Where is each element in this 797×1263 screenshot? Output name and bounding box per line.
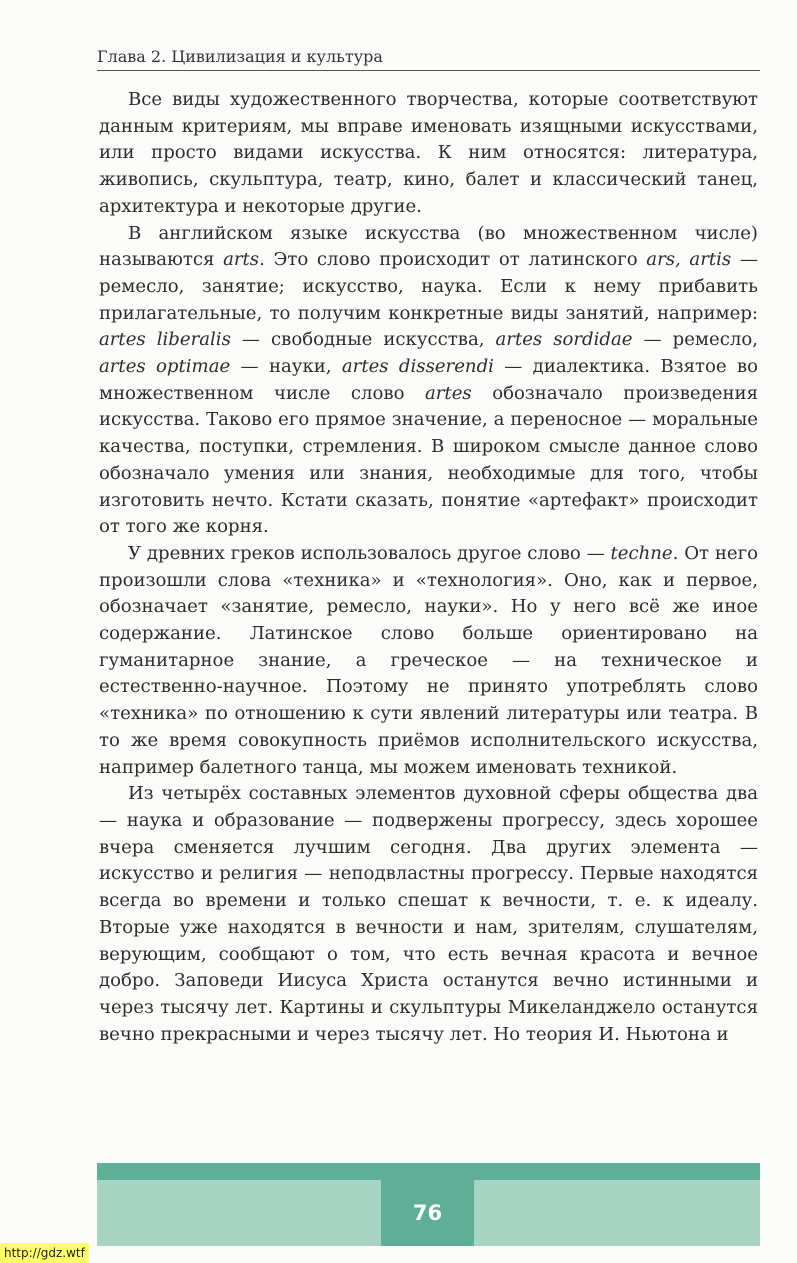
text-run: . Это слово происходит от латинского [259, 249, 647, 271]
watermark-link[interactable]: http://gdz.wtf [0, 1243, 89, 1263]
italic-term: artes disserendi [341, 356, 494, 378]
italic-term: artes optimae [99, 356, 231, 378]
text-run: — диалектика. Взятое во множественном числе слово [99, 356, 759, 404]
paragraph [99, 87, 758, 221]
text-run: обозначало произведения искусства. Таково его прямое значение, а переносное — моральные качества, поступки, стремления. В широком смысле данное слово обозначало умения или знания, необходимые для того, чтобы изготовить нечто. Кстати сказать, понятие «артефакт» происходит от того же корня. [99, 382, 758, 538]
footer-stripe [97, 1163, 760, 1180]
text-run: . От него произошли слова «техника» и «технология». Оно, как и первое, обозначает «занятие, ремесло, науки». Но у него всё же иное содержание. Латинское слово больше ориентировано на гуманитарное знание, а греческое — на техническое и естественно-научное. Поэтому не принято употреблять слово «техника» по отношению к сути явлений литературы или театра. В то же время совокупность приёмов исполнительского искусства, например балетного танца, мы можем именовать техникой. [99, 542, 758, 778]
paragraph [99, 781, 758, 1048]
italic-term: artes [425, 382, 472, 404]
italic-term: arts [223, 249, 260, 271]
text-run: Из четырёх составных элементов духовной сферы общества два — наука и образование — подвержены прогрессу, здесь хорошее вчера сменяется лучшим сегодня. Два других элемента — искусство и религия — неподвластны прогрессу. Первые находятся всегда во времени и только спешат к вечности, т. е. к идеалу. Вторые уже находятся в вечности и нам, зрителям, слушателям, верующим, сообщают о том, что есть вечная красота и вечное добро. Заповеди Иисуса Христа останутся вечно истинными и через тысячу лет. Картины и скульптуры Микеланджело останутся вечно прекрасными и через тысячу лет. Но теория И. Ньютона и [99, 783, 758, 1045]
footer-panel-right [474, 1180, 760, 1246]
text-run: — ремесло, [632, 329, 758, 351]
text-run: — ремесло, занятие; искусство, наука. Если к нему прибавить прилагательные, то получим конкретные виды занятий, например: [99, 249, 758, 324]
text-run: В английском языке искусства (во множественном числе) называются [99, 222, 758, 271]
paragraph [99, 541, 758, 781]
body-text [99, 87, 758, 1048]
footer-band [97, 1163, 760, 1246]
page-number: 76 [381, 1180, 474, 1246]
italic-term: ars, artis [646, 249, 732, 271]
text-run: У древних греков использовалось другое слово — [128, 542, 611, 564]
chapter-title: Глава 2. Цивилизация и культура [97, 47, 383, 66]
text-run: Все виды художественного творчества, которые соответствуют данным критериям, мы вправе именовать изящными искусствами, или просто видами искусства. К ним относятся: литература, живопись, скульптура, театр, кино, балет и классический танец, архитектура и некоторые другие. [99, 89, 758, 217]
text-run: — свободные искусства, [230, 329, 496, 351]
italic-term: artes liberalis [99, 329, 231, 351]
footer-panel-left [97, 1180, 381, 1246]
paragraph [99, 221, 758, 541]
running-header [97, 44, 760, 71]
text-run: — науки, [230, 356, 342, 378]
italic-term: techne [610, 542, 673, 564]
italic-term: artes sordidae [495, 329, 633, 351]
